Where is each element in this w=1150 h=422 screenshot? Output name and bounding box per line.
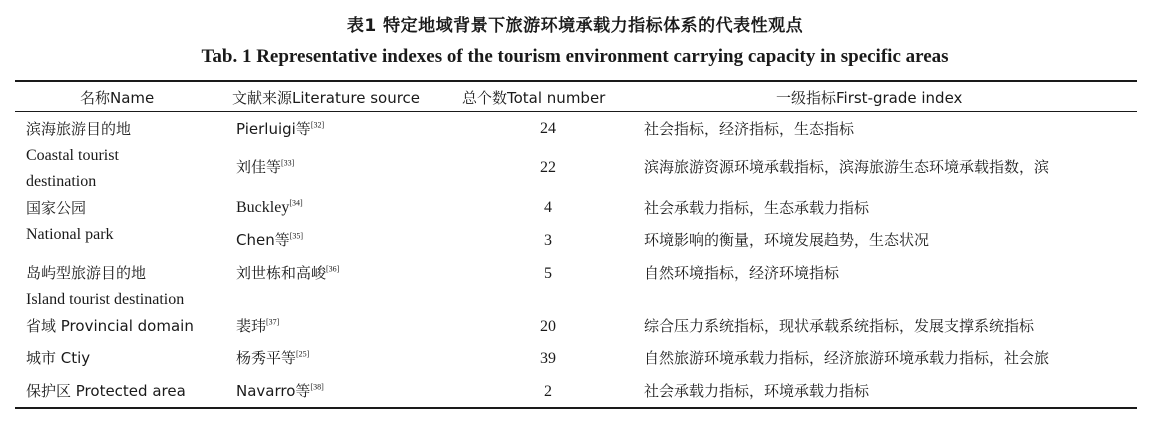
cell-index: 综合压力系统指标，现状承载系统指标，发展支撑系统指标 xyxy=(644,317,1035,335)
source-text: Navarro等 xyxy=(236,382,311,400)
source-text: Chen等 xyxy=(236,231,290,249)
cell-name: 城市 Ctiy xyxy=(26,349,91,367)
citation: [33] xyxy=(281,158,295,168)
header-rule xyxy=(15,111,1137,112)
cell-name: 省域 Provincial domain xyxy=(26,317,194,335)
cell-source xyxy=(236,198,303,218)
cell-total: 22 xyxy=(540,159,556,176)
source-text: 刘世栋和高峻 xyxy=(236,264,327,282)
header-total: 总个数Total number xyxy=(462,89,606,107)
cell-total: 4 xyxy=(544,199,552,216)
cell-name: National park xyxy=(26,226,114,243)
citation: [34] xyxy=(289,198,303,208)
cell-index: 社会承载力指标，生态承载力指标 xyxy=(644,199,870,217)
table-title-chinese: 表1 特定地域背景下旅游环境承载力指标体系的代表性观点 xyxy=(346,16,804,36)
cell-index: 社会指标，经济指标，生态指标 xyxy=(644,120,855,138)
cell-source xyxy=(236,348,309,369)
cell-total: 3 xyxy=(544,232,552,249)
citation: [35] xyxy=(289,231,304,241)
cell-name: 保护区 Protected area xyxy=(26,382,186,400)
cell-name: Coastal tourist xyxy=(26,147,119,164)
cell-index: 社会承载力指标，环境承载力指标 xyxy=(644,382,870,400)
cell-name-line2: destination xyxy=(26,173,97,190)
cell-total: 2 xyxy=(544,383,552,400)
cell-source xyxy=(236,119,324,140)
header-name: 名称Name xyxy=(80,89,155,107)
cell-name-line2: Island tourist destination xyxy=(26,291,185,308)
cell-name: 滨海旅游目的地 xyxy=(26,120,132,138)
cell-source xyxy=(236,230,303,251)
source-text: 杨秀平等 xyxy=(236,349,297,367)
cell-name: 国家公园 xyxy=(26,199,87,217)
top-rule xyxy=(15,80,1137,82)
source-text: 裴玮 xyxy=(236,317,267,335)
cell-source xyxy=(236,381,324,402)
citation: [32] xyxy=(310,120,325,130)
header-index: 一级指标First-grade index xyxy=(776,89,963,107)
header-source: 文献来源Literature source xyxy=(232,89,421,107)
cell-total: 24 xyxy=(540,120,556,137)
source-text: Pierluigi等 xyxy=(236,120,311,138)
citation: [36] xyxy=(326,264,340,274)
cell-source xyxy=(236,157,294,178)
source-text: Buckley xyxy=(236,199,290,216)
cell-source xyxy=(236,316,279,337)
cell-index: 滨海旅游资源环境承载指标，滨海旅游生态环境承载指数，滨 xyxy=(644,158,1050,176)
citation: [38] xyxy=(310,382,324,392)
cell-source xyxy=(236,263,339,284)
cell-index: 自然环境指标，经济环境指标 xyxy=(644,264,840,282)
cell-index: 自然旅游环境承载力指标，经济旅游环境承载力指标，社会旅 xyxy=(644,349,1050,367)
citation: [37] xyxy=(266,317,280,327)
bottom-rule xyxy=(15,407,1137,409)
citation: [25] xyxy=(296,349,310,359)
source-text: 刘佳等 xyxy=(236,158,282,176)
cell-index: 环境影响的衡量，环境发展趋势，生态状况 xyxy=(644,231,930,249)
cell-total: 39 xyxy=(540,350,556,367)
cell-name: 岛屿型旅游目的地 xyxy=(26,264,147,282)
table-title-english: Tab. 1 Representative indexes of the tourism environment carrying capacity in specific areas xyxy=(201,46,949,67)
cell-total: 5 xyxy=(544,265,552,282)
cell-total: 20 xyxy=(540,318,556,335)
